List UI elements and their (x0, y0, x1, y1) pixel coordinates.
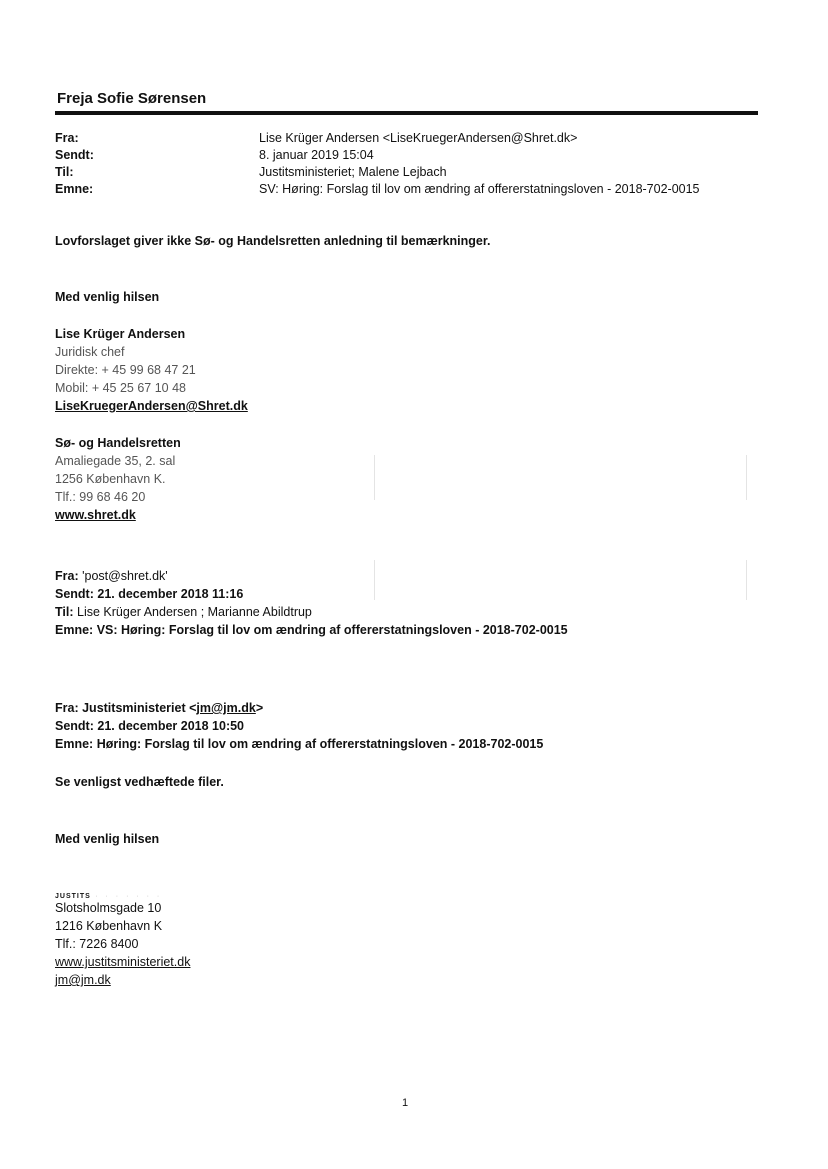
forward-subject-line (55, 621, 568, 639)
to-label: Til: (55, 165, 74, 179)
ministry-address-block (55, 899, 190, 989)
signature-email-link[interactable]: LiseKruegerAndersen@Shret.dk (55, 399, 248, 413)
forward-subject-value: VS: Høring: Forslag til lov om ændring af offererstatningsloven - 2018-702-0015 (96, 623, 568, 637)
original-sent-value: 21. december 2018 10:50 (97, 719, 245, 733)
forward-sent-value: 21. december 2018 11:16 (97, 587, 244, 601)
signature-direct-phone: Direkte: + 45 99 68 47 21 (55, 363, 196, 377)
signature-title: Juridisk chef (55, 345, 125, 359)
organization-address-line1: Amaliegade 35, 2. sal (55, 454, 176, 468)
body-text: Lovforslaget giver ikke Sø- og Handelsretten anledning til bemærkninger. (55, 234, 491, 248)
ministry-email-link[interactable]: jm@jm.dk (55, 973, 111, 987)
ministry-website-link[interactable]: www.justitsministeriet.dk (55, 955, 191, 969)
organization-name: Sø- og Handelsretten (55, 436, 181, 450)
justits-logo-text: JUSTITS (55, 893, 91, 900)
forward-from-value: 'post@shret.dk' (82, 569, 168, 583)
greeting: Med venlig hilsen (55, 290, 160, 304)
forward-to-label: Til: (55, 605, 74, 619)
sent-value: 8. januar 2019 15:04 (259, 148, 374, 162)
original-subject-line (55, 735, 543, 753)
forward-sent-line (55, 585, 568, 603)
original-from-email-link[interactable]: jm@jm.dk (196, 701, 256, 715)
scan-artifact-line (746, 455, 747, 500)
organization-phone: Tlf.: 99 68 46 20 (55, 490, 146, 504)
original-sent-line (55, 717, 543, 735)
forward-subject-label: Emne: (55, 623, 94, 637)
page-number: 1 (402, 1097, 409, 1109)
from-value: Lise Krüger Andersen <LiseKruegerAndersen@Shret.dk> (259, 131, 578, 145)
ministry-address-line1: Slotsholmsgade 10 (55, 901, 162, 915)
forward-to-line (55, 603, 568, 621)
scan-artifact-line (374, 455, 375, 500)
to-value: Justitsministeriet; Malene Lejbach (259, 165, 447, 179)
ministry-phone: Tlf.: 7226 8400 (55, 937, 139, 951)
organization-block (55, 434, 181, 524)
forward-to-value: Lise Krüger Andersen ; Marianne Abildtrup (77, 605, 312, 619)
forward-from-line (55, 567, 568, 585)
document-owner-name: Freja Sofie Sørensen (57, 90, 207, 107)
original-subject-value: Høring: Forslag til lov om ændring af offererstatningsloven - 2018-702-0015 (96, 737, 544, 751)
original-sent-label: Sendt: (55, 719, 94, 733)
original-greeting: Med venlig hilsen (55, 832, 160, 846)
original-from-label: Fra: (55, 701, 79, 715)
justits-logo-dots: · · · · · · · (95, 893, 163, 900)
signature-mobile: Mobil: + 45 25 67 10 48 (55, 381, 186, 395)
signature-block (55, 325, 248, 415)
ministry-address-line2: 1216 København K (55, 919, 163, 933)
from-label: Fra: (55, 131, 79, 145)
original-body: Se venligst vedhæftede filer. (55, 775, 224, 789)
original-subject-label: Emne: (55, 737, 94, 751)
organization-website-link[interactable]: www.shret.dk (55, 508, 136, 522)
organization-address-line2: 1256 København K. (55, 472, 166, 486)
signature-name: Lise Krüger Andersen (55, 327, 186, 341)
original-header (55, 699, 543, 753)
subject-label: Emne: (55, 182, 94, 196)
original-from-close: > (255, 701, 264, 715)
header-rule (55, 111, 758, 115)
scan-artifact-line (746, 560, 747, 600)
subject-value: SV: Høring: Forslag til lov om ændring af offererstatningsloven - 2018-702-0015 (259, 182, 700, 196)
original-from-name: Justitsministeriet < (82, 701, 197, 715)
sent-label: Sendt: (55, 148, 94, 162)
forward-from-label: Fra: (55, 569, 79, 583)
original-from-line (55, 699, 543, 717)
forward-sent-label: Sendt: (55, 587, 94, 601)
forward-header (55, 567, 568, 639)
